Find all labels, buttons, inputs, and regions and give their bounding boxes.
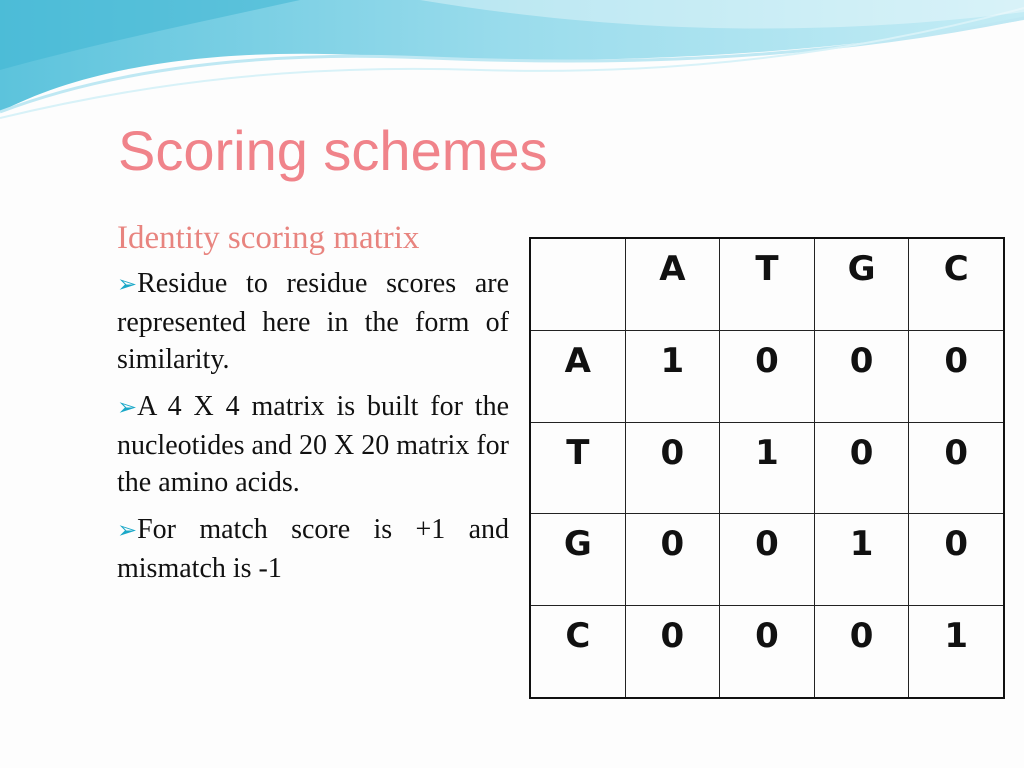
table-cell: 1: [625, 331, 720, 423]
row-header: A: [530, 331, 625, 423]
row-header: G: [530, 514, 625, 606]
column-header: A: [625, 238, 720, 331]
table-cell: 0: [814, 422, 909, 514]
column-header: T: [720, 238, 815, 331]
table-header-row: [530, 238, 1004, 331]
table-row: [530, 422, 1004, 514]
table-cell: 0: [625, 422, 720, 514]
row-header: T: [530, 422, 625, 514]
bullet-text: Residue to residue scores are represented here in the form of similarity.: [117, 268, 509, 375]
arrow-bullet-icon: ➢: [117, 395, 138, 421]
table-cell: 0: [720, 514, 815, 606]
column-header: G: [814, 238, 909, 331]
table-cell: 0: [814, 605, 909, 698]
bullet-item: [117, 388, 509, 501]
text-column: [117, 220, 509, 597]
table-cell: 0: [909, 422, 1004, 514]
table-row: [530, 331, 1004, 423]
table-cell: 0: [720, 331, 815, 423]
slide-subtitle: Identity scoring matrix: [117, 220, 420, 256]
table-cell: 1: [720, 422, 815, 514]
table-corner-cell: [530, 238, 625, 331]
bullet-text: A 4 X 4 matrix is built for the nucleotides and 20 X 20 matrix for the amino acids.: [117, 391, 509, 498]
slide-title: Scoring schemes: [118, 119, 548, 182]
table-cell: 1: [814, 514, 909, 606]
column-header: C: [909, 238, 1004, 331]
table-cell: 0: [720, 605, 815, 698]
bullet-text: For match score is +1 and mismatch is -1: [117, 514, 509, 584]
identity-scoring-matrix-table: [529, 237, 1005, 699]
arrow-bullet-icon: ➢: [117, 518, 138, 544]
table-row: [530, 605, 1004, 698]
bullet-item: [117, 511, 509, 587]
table-cell: 1: [909, 605, 1004, 698]
table-cell: 0: [814, 331, 909, 423]
table-row: [530, 514, 1004, 606]
table-cell: 0: [909, 514, 1004, 606]
arrow-bullet-icon: ➢: [117, 272, 138, 298]
header-wave-decoration: [0, 0, 1024, 130]
bullet-item: [117, 265, 509, 378]
table-cell: 0: [625, 605, 720, 698]
table-cell: 0: [909, 331, 1004, 423]
row-header: C: [530, 605, 625, 698]
table-cell: 0: [625, 514, 720, 606]
